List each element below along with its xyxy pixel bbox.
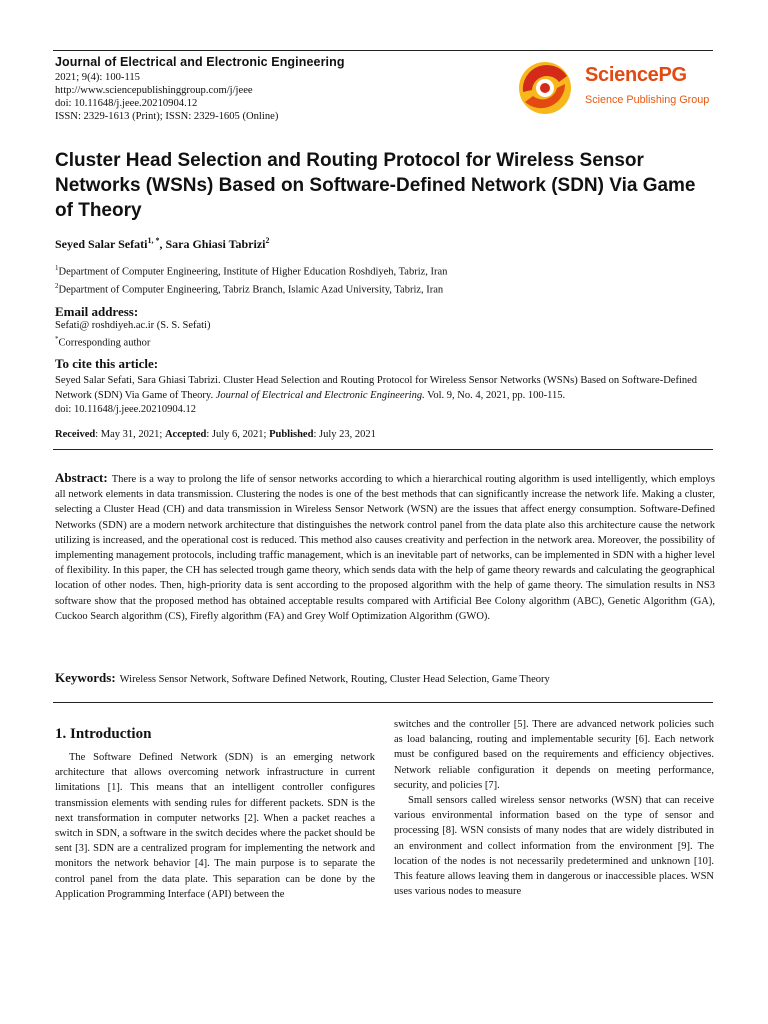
keywords-rule xyxy=(53,702,713,703)
citation-journal: Journal of Electrical and Electronic Engineering. xyxy=(215,389,425,401)
author-list xyxy=(55,236,269,252)
introduction-heading: 1. Introduction xyxy=(55,726,152,742)
corresponding-text: Corresponding author xyxy=(58,337,151,349)
cite-heading: To cite this article: xyxy=(55,356,159,371)
logo-name: SciencePG xyxy=(585,64,687,86)
received-label: Received xyxy=(55,429,96,440)
corresponding-sup: * xyxy=(55,335,59,343)
email-address[interactable]: Sefati@ roshdiyeh.ac.ir (S. S. Sefati) xyxy=(55,320,211,331)
keywords-text: Wireless Sensor Network, Software Defined Network, Routing, Cluster Head Selection, Game Theory xyxy=(119,674,550,685)
abstract-label: Abstract: xyxy=(55,470,108,485)
paper-title: Cluster Head Selection and Routing Protocol for Wireless Sensor Networks (WSNs) Based on Software-Defined Network (SDN) Via Game of Theory xyxy=(55,150,696,221)
author-2: Sara Ghiasi Tabrizi xyxy=(165,237,266,251)
citation-text xyxy=(55,374,715,418)
affiliation-2-sup: 2 xyxy=(55,282,59,290)
header-rule xyxy=(53,50,713,51)
keywords-label: Keywords: xyxy=(55,670,116,685)
intro-paragraph-1-cont: switches and the controller [5]. There are advanced network policies such as load balancing, routing and implementable security [6]. Each network must be configured based on the requirements and efficiency objectives. Network reliable configuration it depends on meeting performance, security, and policies [7]. xyxy=(394,719,714,791)
author-separator: , xyxy=(159,237,166,251)
journal-name: Journal of Electrical and Electronic Engineering xyxy=(55,55,345,69)
publication-dates xyxy=(55,429,376,440)
published-date: : July 23, 2021 xyxy=(313,429,376,440)
corresponding-author-note xyxy=(55,335,150,349)
email-heading: Email address: xyxy=(55,304,139,319)
logo-subtitle: Science Publishing Group xyxy=(585,94,710,106)
abstract xyxy=(55,470,715,624)
column-right xyxy=(394,717,714,899)
citation-doi: doi: 10.11648/j.jeee.20210904.12 xyxy=(55,404,197,415)
citation-plain: Seyed Salar Sefati, Sara Ghiasi Tabrizi. Cluster Head Selection and Routing Protocol for Wireless Sensor Networks (WSNs) Based on Software-Defined Network (SDN) Via Game of Theory. xyxy=(55,375,698,401)
citation-tail: Vol. 9, No. 4, 2021, pp. 100-115. xyxy=(424,389,566,401)
received-date: : May 31, 2021; xyxy=(95,429,165,440)
affiliation-2 xyxy=(55,282,443,296)
journal-issue: 2021; 9(4): 100-115 xyxy=(55,72,140,83)
author-1: Seyed Salar Sefati xyxy=(55,237,148,251)
affiliation-1 xyxy=(55,264,447,278)
journal-url[interactable]: http://www.sciencepublishinggroup.com/j/jeee xyxy=(55,85,253,96)
intro-paragraph-1: The Software Defined Network (SDN) is an emerging network architecture that allows overcoming network infrastructure in current limitations [1]. This means that an intelligent controller configures transmission elements with sending rules for different packets. SDN is the next transformation in computer networks [2]. When a packet reaches a switch in SDN, a software in the switch decides where the packet should be sent [3]. SDN are a centralized program for implementing the network and monitors the network behavior [4]. The main purpose is to separate the control panel from the data plate. This separation can be done by the Application Programming Interface (API) between the xyxy=(55,752,375,900)
affiliation-2-text: Department of Computer Engineering, Tabriz Branch, Islamic Azad University, Tabriz, Iran xyxy=(58,284,444,296)
abstract-rule xyxy=(53,449,713,450)
affiliation-1-sup: 1 xyxy=(55,264,59,272)
abstract-text: There is a way to prolong the life of sensor networks according to which a hierarchical routing algorithm is used intelligently, which employs all network elements in data transmission. Clustering the nodes is one of the best methods that can significantly increase the network life. Making a cluster, selecting a Cluster Head (CH) and data transmission in Wireless Sensor Network (WSN) are the issues that affect energy consumption. Software-Defined Networks (SDN) are a modern network architecture that distinguishes the network control panel from the data plate also this architecture cause the network utilizing is increased, and the operational cost is reduced. This method also causes creativity and perfection in the network area. Moreover, the possibility of implementing management protocols, including traffic management, which is an inevitable part of networks, can be implemented in SDN with a higher level of flexibility. In this paper, the CH has selected trough game theory, which sends data with the help of game theory rewards and calculating the geographical location of other nodes. Then, high-priority data is sent according to the proposed algorithm with the help of game theory. The simulation results in NS3 software show that the proposed method has obtained acceptable results compared with Artificial Bee Colony algorithm (ABC), Genetic Algorithm (GA), Cuckoo Search algorithm (CS), Firefly algorithm (FA) and Grey Wolf Optimization Algorithm (GWO). xyxy=(55,474,715,622)
keywords xyxy=(55,670,715,686)
journal-header xyxy=(55,55,475,123)
accepted-date: : July 6, 2021; xyxy=(206,429,270,440)
journal-issn: ISSN: 2329-1613 (Print); ISSN: 2329-1605 (Online) xyxy=(55,111,279,122)
author-2-sup: 2 xyxy=(265,236,270,245)
affiliation-1-text: Department of Computer Engineering, Institute of Higher Education Roshdiyeh, Tabriz, Iran xyxy=(58,266,448,278)
published-label: Published xyxy=(269,429,314,440)
intro-paragraph-2: Small sensors called wireless sensor networks (WSN) that can receive various environmental information based on the type of sensor and processing [8]. WSN consists of many nodes that are widely distributed in an environment and collect information from the environment [9]. The location of the nodes is not necessarily predetermined and unknown [10]. This feature allows leaving them in dangerous or inaccessible places. WSN uses various nodes to measure xyxy=(394,795,714,898)
sciencepg-logo xyxy=(515,58,715,118)
accepted-label: Accepted xyxy=(164,429,207,440)
author-1-sup: 1, * xyxy=(147,236,160,245)
column-left xyxy=(55,750,375,902)
journal-doi: doi: 10.11648/j.jeee.20210904.12 xyxy=(55,98,198,109)
sciencepg-logo-icon xyxy=(515,58,581,118)
